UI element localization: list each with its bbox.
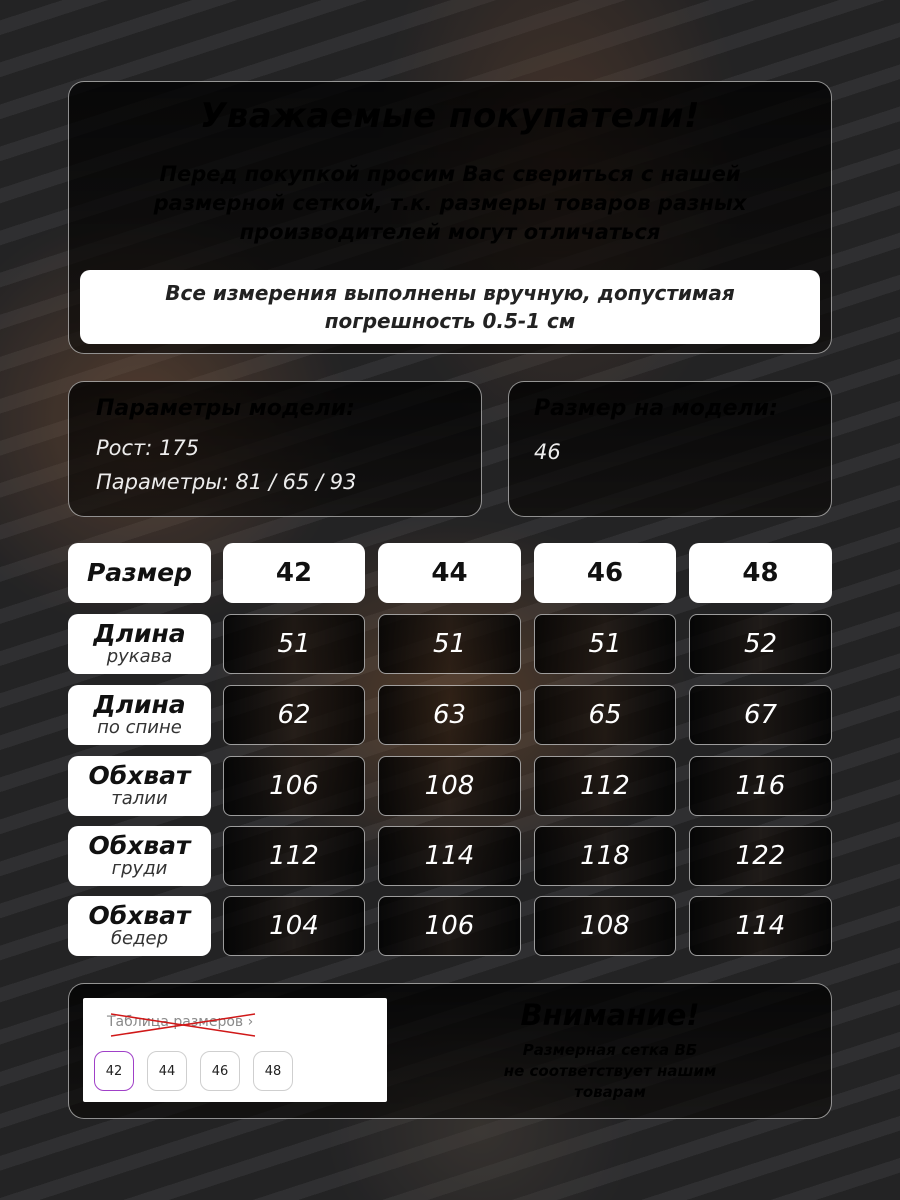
table-cell: 114: [378, 826, 521, 886]
row-label: Длина рукава: [68, 614, 211, 674]
table-cell: 51: [534, 614, 676, 674]
chevron-right-icon: ›: [247, 1014, 254, 1030]
notice-line: погрешность 0.5-1 см: [324, 309, 576, 333]
row-label: Обхват бедер: [68, 896, 211, 956]
size-header-label: Размер: [68, 543, 211, 603]
notice-line: Все измерения выполнены вручную, допустимая: [165, 281, 735, 305]
model-measures: Параметры: 81 / 65 / 93: [96, 470, 357, 494]
table-cell: 63: [378, 685, 521, 745]
intro-text: [100, 160, 800, 247]
attention-title: Внимание!: [520, 998, 700, 1032]
table-cell: 118: [534, 826, 676, 886]
row-label: Длина по спине: [68, 685, 211, 745]
model-params-title: Параметры модели:: [96, 396, 355, 421]
wb-size-screenshot: [83, 998, 387, 1102]
strike-cross-icon: [103, 1008, 263, 1040]
table-cell: 51: [378, 614, 521, 674]
intro-line: производителей могут отличаться: [239, 220, 661, 244]
size-col-header: 42: [223, 543, 365, 603]
size-col-header: 48: [689, 543, 832, 603]
intro-line: размерной сеткой, т.к. размеры товаров разных: [153, 191, 747, 215]
attention-line: не соответствует нашим: [503, 1062, 717, 1080]
page-title: Уважаемые покупатели!: [200, 96, 700, 136]
table-cell: 108: [378, 756, 521, 816]
table-cell: 122: [689, 826, 832, 886]
table-cell: 65: [534, 685, 676, 745]
table-cell: 108: [534, 896, 676, 956]
table-cell: 51: [223, 614, 365, 674]
model-height: Рост: 175: [96, 436, 200, 460]
table-cell: 106: [378, 896, 521, 956]
table-cell: 67: [689, 685, 832, 745]
table-cell: 62: [223, 685, 365, 745]
wb-size-button[interactable]: 42: [94, 1051, 134, 1091]
table-cell: 112: [223, 826, 365, 886]
intro-line: Перед покупкой просим Вас свериться с нашей: [159, 162, 741, 186]
model-size-title: Размер на модели:: [534, 396, 778, 421]
wb-size-button[interactable]: 48: [253, 1051, 293, 1091]
table-cell: 52: [689, 614, 832, 674]
attention-text: [470, 1040, 750, 1103]
row-label: Обхват груди: [68, 826, 211, 886]
attention-line: товарам: [574, 1083, 646, 1101]
table-cell: 114: [689, 896, 832, 956]
attention-line: Размерная сетка ВБ: [522, 1041, 698, 1059]
row-label: Обхват талии: [68, 756, 211, 816]
table-cell: 104: [223, 896, 365, 956]
size-col-header: 46: [534, 543, 676, 603]
measurement-notice: [80, 270, 820, 344]
model-size-value: 46: [534, 440, 561, 464]
table-cell: 116: [689, 756, 832, 816]
table-cell: 112: [534, 756, 676, 816]
wb-table-link: Таблица размеров ›: [107, 1014, 254, 1030]
table-cell: 106: [223, 756, 365, 816]
wb-size-button[interactable]: 44: [147, 1051, 187, 1091]
size-col-header: 44: [378, 543, 521, 603]
wb-size-button[interactable]: 46: [200, 1051, 240, 1091]
